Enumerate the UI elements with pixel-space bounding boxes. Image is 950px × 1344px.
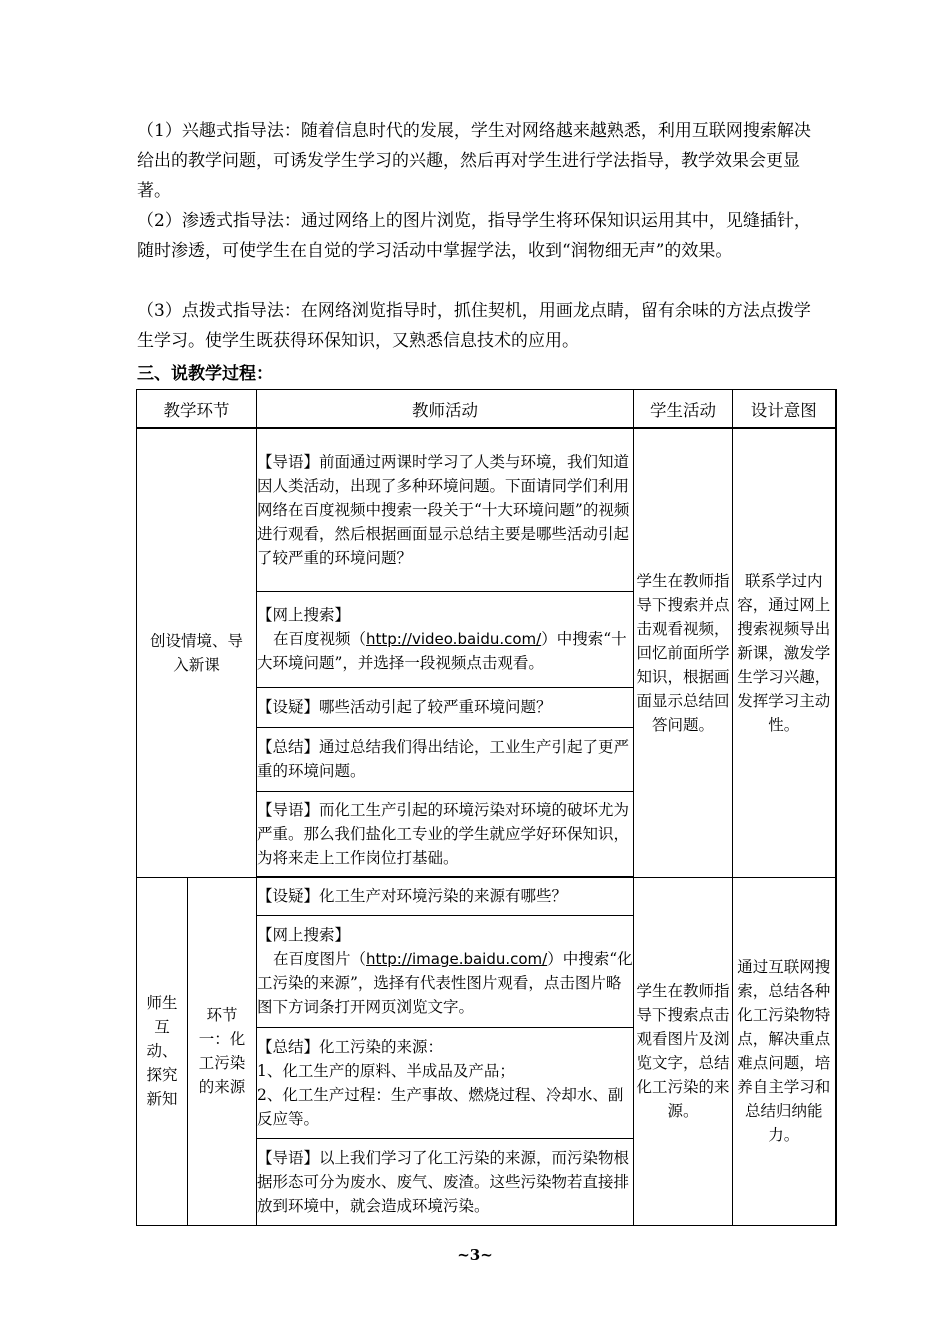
header-teacher-activity: 教师活动	[257, 390, 634, 429]
teacher-web-search-image	[257, 915, 634, 1027]
teacher-lead-chemical: 【导语】而化工生产引起的环境污染对环境的破坏尤为严重。那么我们盐化工专业的学生就应学好环保知识，为将来走上工作岗位打基础。	[257, 791, 634, 877]
student-activity-explore: 学生在教师指导下搜索点击观看图片及浏览文字，总结化工污染的来源。	[634, 877, 733, 1225]
web-search-title: 【网上搜索】	[257, 606, 351, 624]
table-row	[137, 428, 836, 591]
teacher-lead-pollutant-forms: 【导语】以上我们学习了化工污染的来源，而污染物根据形态可分为废水、废气、废渣。这些污染物若直接排放到环境中，就会造成环境污染。	[257, 1138, 634, 1225]
stage-explore: 师生互动、探究新知	[137, 877, 188, 1225]
design-intent-explore: 通过互联网搜索，总结各种化工污染物特点，解决重点难点问题，培养自主学习和总结归纳能力。	[733, 877, 836, 1225]
table-row	[137, 877, 836, 915]
header-stage: 教学环节	[137, 390, 257, 429]
teacher-summary: 【总结】通过总结我们得出结论，工业生产引起了更严重的环境问题。	[257, 727, 634, 791]
sub-stage-pollution-sources: 环节一：化工污染的来源	[188, 877, 257, 1225]
stage-intro: 创设情境、导入新课	[137, 428, 257, 877]
web-search-text-pre: 在百度图片（	[273, 950, 367, 968]
teacher-question: 【设疑】哪些活动引起了较严重环境问题？	[257, 687, 634, 727]
summary-title: 【总结】化工污染的来源：	[257, 1037, 444, 1056]
paragraph-guidance-method: （3）点拨式指导法：在网络浏览指导时，抓住契机，用画龙点睛，留有余味的方法点拨学生学习。使学生既获得环保知识，又熟悉信息技术的应用。	[137, 301, 811, 351]
paragraph-infiltration-method: （2）渗透式指导法：通过网络上的图片浏览，指导学生将环保知识运用其中，见缝插针，随时渗透，可使学生在自觉的学习活动中掌握学法，收到“润物细无声”的效果。	[137, 211, 811, 261]
paragraph-interest-method: （1）兴趣式指导法：随着信息时代的发展，学生对网络越来越熟悉，利用互联网搜索解决给出的教学问题，可诱发学生学习的兴趣，然后再对学生进行学法指导，教学效果会更显著。	[137, 121, 811, 201]
web-search-text-pre: 在百度视频（	[273, 630, 367, 648]
web-search-text-post: ）中搜索“十大环境问题”，并选择一段视频点击观看。	[257, 630, 627, 672]
table-header-row	[137, 390, 836, 429]
web-search-title: 【网上搜索】	[257, 926, 351, 944]
section-heading: 三、说教学过程：	[137, 364, 273, 384]
baidu-image-link[interactable]: http://image.baidu.com/	[366, 950, 548, 968]
page-number: ~3~	[457, 1246, 493, 1264]
web-search-text-post: ）中搜索“化工污染的来源”，选择有代表性图片观看，点击图片略图下方词条打开网页浏览文字。	[257, 950, 633, 1016]
teacher-intro-lead: 【导语】前面通过两课时学习了人类与环境，我们知道因人类活动，出现了多种环境问题。下面请同学们利用网络在百度视频中搜索一段关于“十大环境问题”的视频进行观看，然后根据画面显示总结主要是哪些活动引起了较严重的环境问题？	[257, 428, 634, 591]
student-activity-intro: 学生在教师指导下搜索并点击观看视频，回忆前面所学知识，根据画面显示总结回答问题。	[634, 428, 733, 877]
baidu-video-link[interactable]: http://video.baidu.com/	[366, 630, 542, 648]
teaching-process-table	[136, 389, 837, 1226]
teacher-summary-sources	[257, 1027, 634, 1138]
teacher-web-search-video	[257, 591, 634, 687]
teacher-question-sources: 【设疑】化工生产对环境污染的来源有哪些？	[257, 877, 634, 915]
summary-item-2: 2、化工生产过程：生产事故、燃烧过程、冷却水、副反应等。	[257, 1085, 624, 1128]
design-intent-intro: 联系学过内容，通过网上搜索视频导出新课，激发学生学习兴趣，发挥学习主动性。	[733, 428, 836, 877]
header-design-intent: 设计意图	[733, 390, 836, 429]
summary-item-1: 1、化工生产的原料、半成品及产品；	[257, 1061, 515, 1080]
header-student-activity: 学生活动	[634, 390, 733, 429]
